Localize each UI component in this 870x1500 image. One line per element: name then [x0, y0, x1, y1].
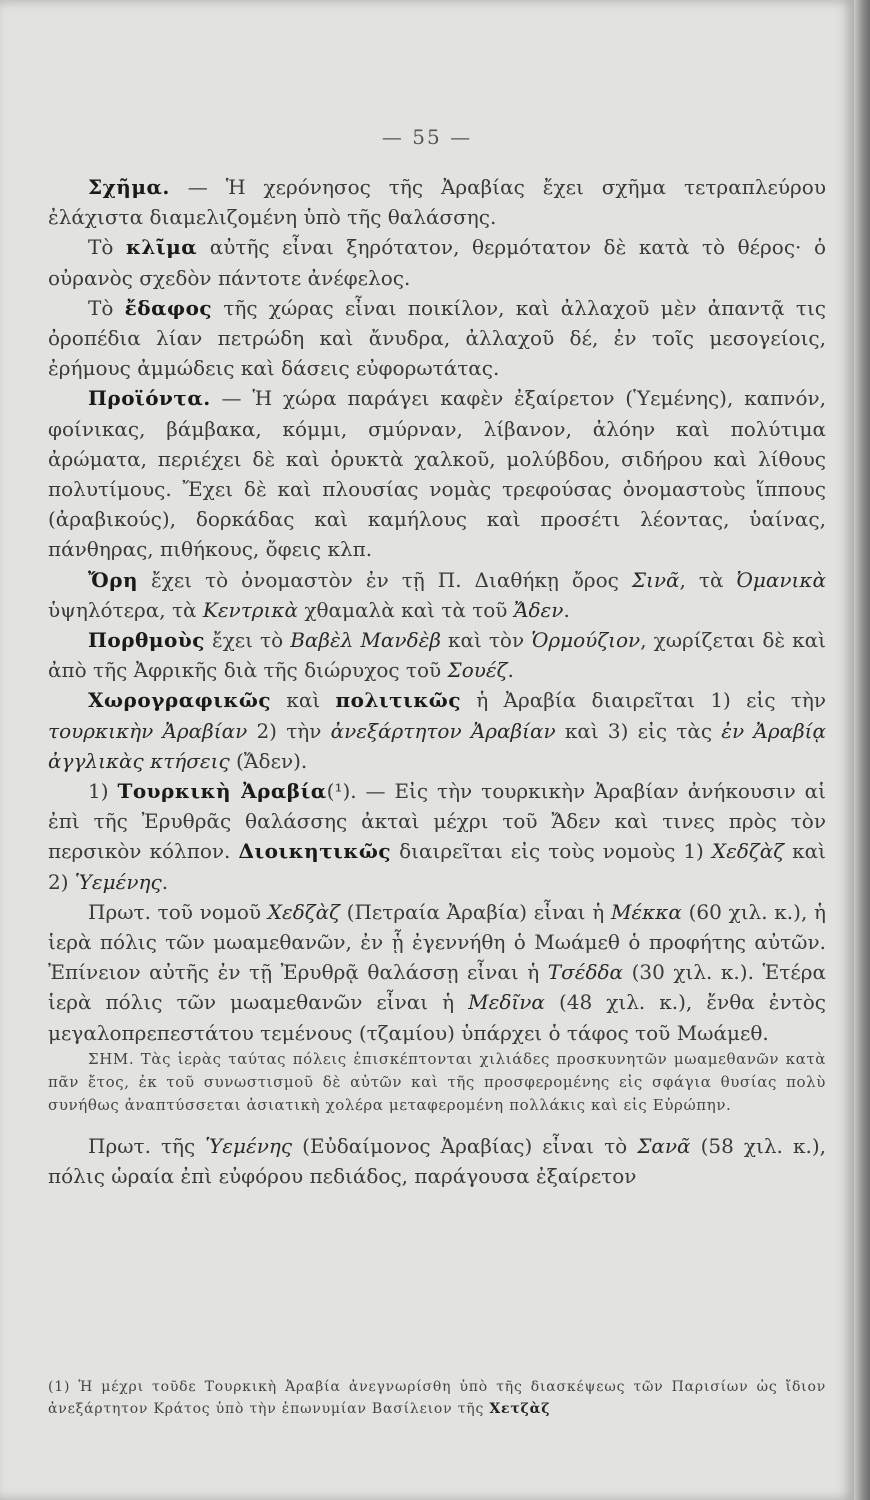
- footnote: [48, 1376, 826, 1420]
- text-run: , χωρίζεται δὲ καὶ ἀπὸ τῆς Ἀφρικῆς διὰ τῆς διώρυχος τοῦ: [48, 628, 826, 683]
- text-run: καὶ τὸν: [440, 628, 532, 653]
- heading-dioikitikos: Διοικητικῶς: [238, 839, 392, 864]
- text-run: .: [507, 658, 514, 683]
- place-mekka: Μέκκα: [610, 899, 682, 924]
- text-run: Τὸ: [88, 295, 125, 320]
- text-run: (Ἄδεν).: [229, 748, 308, 773]
- text-run: διαιρεῖται εἰς τοὺς νομοὺς 1): [391, 839, 712, 864]
- text-run: ὑψηλότερα, τὰ: [48, 597, 203, 622]
- text-run: (Πετραία Ἀραβία) εἶναι ἡ: [339, 899, 611, 924]
- paragraph-capital-yemen: [48, 1131, 826, 1191]
- text-run: , τὰ: [679, 567, 737, 592]
- paragraph-shape: [48, 172, 826, 232]
- text-run: — Ἡ χερόνησος τῆς Ἀραβίας ἔχει σχῆμα τετραπλεύρου ἐλάχιστα διαμελιζομένη ὑπὸ τῆς θαλάσσης.: [48, 175, 826, 230]
- text-run: καὶ 3) εἰς τὰς: [555, 718, 722, 743]
- heading-chorografikos: Χωρογραφικῶς: [88, 688, 272, 713]
- heading-tourkiki-aravia: Τουρκικὴ Ἀραβία: [117, 779, 327, 804]
- place-hedjaz: Χεδζὰζ: [711, 839, 785, 864]
- heading-klima: κλῖμα: [125, 235, 198, 260]
- text-run: ἡ Ἀραβία διαιρεῖται 1) εἰς τὴν: [461, 688, 827, 713]
- text-run: (60 χιλ. κ.), ἡ ἱερὰ πόλις τῶν μωαμεθανῶν, ἐν ᾗ ἐγεννήθη ὁ Μωάμεθ ὁ προφήτης αὐτῶν. Ἐπίνειον αὐτῆς ἐν τῇ Ἐρυθρᾷ θαλάσσῃ εἶναι ἡ: [48, 899, 826, 985]
- text-run: καὶ: [271, 688, 336, 713]
- term-anexartitos: ἀνεξάρτητον Ἀραβίαν: [330, 718, 556, 743]
- place-medina: Μεδῖνα: [468, 990, 545, 1015]
- place-hedjaz-2: Χεδζὰζ: [267, 899, 340, 924]
- paragraph-turkish-arabia: [48, 776, 826, 897]
- place-sana: Σανᾶ: [637, 1133, 691, 1158]
- text-run: ἔχει τὸ: [204, 628, 291, 653]
- page-edge: [854, 0, 870, 1500]
- heading-porthmous: Πορθμοὺς: [88, 628, 205, 653]
- place-ormouz: Ὁρμούζιον: [531, 628, 641, 653]
- footnote-bold: Χετζὰζ: [489, 1401, 551, 1417]
- heading-schema: Σχῆμα.: [88, 175, 170, 199]
- place-sina: Σινᾶ: [631, 567, 680, 592]
- paragraph-climate: [48, 232, 826, 292]
- place-aden: Ἄδεν: [513, 597, 564, 622]
- text-run: χθαμαλὰ καὶ τὰ τοῦ: [298, 597, 514, 622]
- page-number: — 55 —: [381, 125, 473, 149]
- text-run: (48 χιλ. κ.), ἔνθα ἐντὸς μεγαλοπρεπεστάτου τεμένους (τζαμίου) ὑπάρχει ὁ τάφος τοῦ Μωάμεθ.: [48, 990, 826, 1045]
- text-run: Πρωτ. τῆς: [88, 1133, 206, 1158]
- heading-edafos: ἔδαφος: [124, 295, 213, 320]
- heading-politikos: πολιτικῶς: [335, 688, 462, 713]
- text-run: .: [161, 869, 169, 894]
- text-run: — Ἡ χώρα παράγει καφὲν ἐξαίρετον (Ὑεμένης), καπνόν, φοίνικας, βάμβακα, κόμμι, σμύρναν, λίβανον, ἀλόην καὶ πολύτιμα ἀρώματα, περιέχει δὲ καὶ ὀρυκτὰ χαλκοῦ, μολύβδου, σιδήρου καὶ λίθους πολυτίμους. Ἔχει δὲ καὶ πλουσίας νομὰς τρεφούσας ὀνομαστοὺς ἵππους (ἀραβικούς), δορκάδας καὶ καμήλους καὶ προσέτι λέοντας, ὑαίνας, πάνθηρας, πιθήκους, ὄφεις κλπ.: [48, 386, 826, 562]
- text-run: αὐτῆς εἶναι ξηρότατον, θερμότατον δὲ κατὰ τὸ θέρος· ὁ οὐρανὸς σχεδὸν πάντοτε ἀνέφελος.: [48, 235, 826, 290]
- footnote-ref: (¹): [326, 779, 351, 804]
- text-run: τῆς χώρας εἶναι ποικίλον, καὶ ἀλλαχοῦ μὲν ἀπαντᾷ τις ὀροπέδια λίαν πετρώδη καὶ ἄνυδρα, ἀλλαχοῦ δέ, ἐν τοῖς μεσογείοις, ἐρήμους ἀμμώδεις καὶ δάσεις εὐφορωτάτας.: [48, 295, 826, 381]
- page-body: [48, 172, 826, 1191]
- text-run: ἔχει τὸ ὀνομαστὸν ἐν τῇ Π. Διαθήκῃ ὄρος: [138, 567, 632, 592]
- text-run: Πρωτ. τοῦ νομοῦ: [88, 899, 268, 924]
- place-yemen: Ὑεμένης: [74, 869, 162, 894]
- place-kentrika: Κεντρικὰ: [202, 597, 298, 622]
- paragraph-division: [48, 685, 826, 776]
- note-paragraph: ΣΗΜ. Τὰς ἱερὰς ταύτας πόλεις ἐπισκέπτονται χιλιάδες προσκυνητῶν μωαμεθανῶν κατὰ πᾶν ἔτος, ἐκ τοῦ συνωστισμοῦ δὲ αὐτῶν καὶ τῆς προσφερομένης εἰς σφάγια θυσίας πολὺ συνήθως ἀναπτύσσεται ἀσιατικὴ χολέρα μεταφερομένη πολλάκις καὶ εἰς Εὐρώπην.: [48, 1049, 826, 1114]
- text-run: .: [563, 597, 570, 622]
- place-soues: Σουέζ: [447, 658, 508, 683]
- paragraph-straits: [48, 625, 826, 685]
- term-anglikes: ἐν Ἀραβίᾳ ἀγγλικὰς κτήσεις: [48, 718, 826, 773]
- heading-ori: Ὄρη: [88, 567, 139, 592]
- text-run: (30 χιλ. κ.). Ἑτέρα ἱερὰ πόλις τῶν μωαμεθανῶν εἶναι ἡ: [48, 960, 826, 1015]
- text-run: 1): [88, 779, 118, 804]
- paragraph-soil: [48, 293, 826, 384]
- place-babel-mandeb: Βαβὲλ Μανδὲβ: [290, 628, 441, 653]
- spacer: [48, 1117, 826, 1131]
- footnote-text: (1) Ἡ μέχρι τοῦδε Τουρκικὴ Ἀραβία ἀνεγνωρίσθη ὑπὸ τῆς διασκέψεως τῶν Παρισίων ὡς ἴδιον ἀνεξάρτητον Κράτος ὑπὸ τὴν ἐπωνυμίαν Βασίλειον τῆς: [48, 1379, 826, 1417]
- paragraph-mountains: [48, 565, 826, 625]
- paragraph-products: [48, 383, 826, 564]
- paragraph-capital-hedjaz: [48, 897, 826, 1048]
- place-omanika: Ὀμανικὰ: [736, 567, 826, 592]
- term-tourkiki: τουρκικὴν Ἀραβίαν: [48, 718, 248, 743]
- text-run: (58 χιλ. κ.), πόλις ὡραία ἐπὶ εὐφόρου πεδιάδος, παράγουσα ἐξαίρετον: [48, 1133, 826, 1189]
- text-run: 2) τὴν: [247, 718, 331, 743]
- place-yemen-2: Ὑεμένης: [205, 1133, 293, 1158]
- text-run: (Εὐδαίμονος Ἀραβίας) εἶναι τὸ: [292, 1133, 638, 1158]
- text-run: Τὸ: [88, 235, 126, 260]
- text-run: . — Εἰς τὴν τουρκικὴν Ἀραβίαν ἀνήκουσιν αἱ ἐπὶ τῆς Ἐρυθρᾶς θαλάσσης ἀκταὶ μέχρι τοῦ Ἄδεν καὶ τινες πρὸς τὸν περσικὸν κόλπον.: [48, 779, 826, 864]
- place-tsedda: Τσέδδα: [547, 960, 624, 985]
- footnote-rule: [48, 1352, 826, 1353]
- text-run: καὶ 2): [48, 839, 826, 894]
- heading-proionta: Προϊόντα.: [88, 386, 211, 411]
